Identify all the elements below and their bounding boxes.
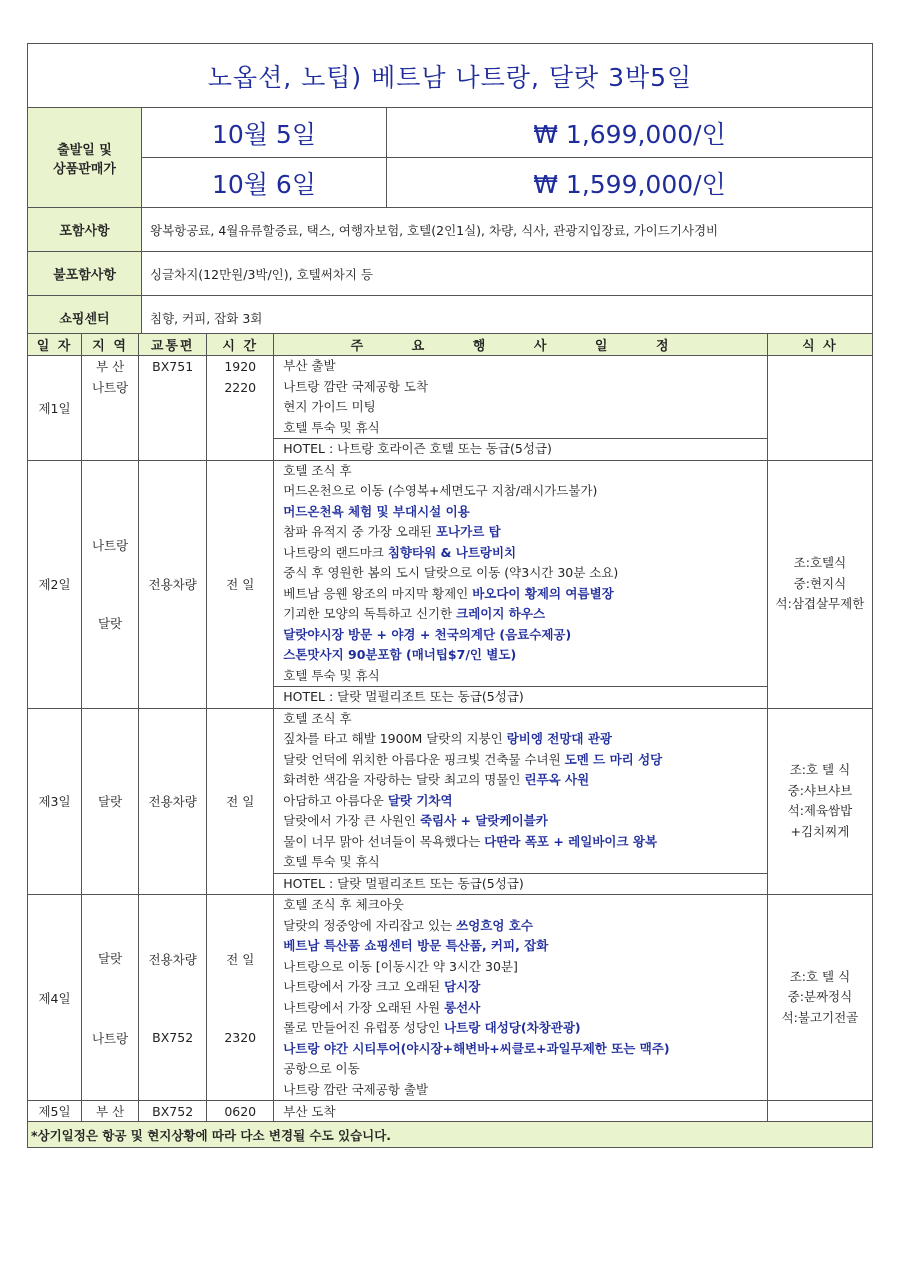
day-region (82, 460, 139, 708)
departure-label-line2: 상품판매가 (53, 161, 116, 177)
day-region: 부 산 (82, 1101, 139, 1122)
region-text: 달랏 (98, 950, 123, 966)
activity-line: 호텔 조식 후 (283, 462, 352, 478)
activity-highlight: 침향타워 & 나트랑비치 (387, 544, 517, 560)
meal-breakfast: 조:호텔식 (793, 555, 847, 571)
meal-dinner: 석:제육쌈밥 (787, 803, 853, 819)
transport-text: BX751 (152, 359, 194, 374)
activity-line: 나트랑 야간 시티투어(야시장+해변바+씨클로+과일무제한 또는 맥주) (283, 1040, 670, 1056)
time-text: 1920 (224, 359, 257, 374)
day-transport: 전용차량 (139, 708, 207, 895)
activity-line: 호텔 투숙 및 휴식 (283, 419, 380, 435)
day-transport (139, 356, 207, 461)
activity-highlight: 랑비엥 전망대 관광 (506, 731, 613, 746)
meal-lunch: 중:분짜정식 (787, 989, 853, 1005)
header-transport: 교통편 (139, 334, 207, 356)
activity-text: 기괴한 모양의 독특하고 신기한 (283, 606, 457, 621)
activity-line: 나트랑 깜란 국제공항 출발 (283, 1081, 429, 1097)
day-meal (767, 895, 872, 1101)
day-region: 달랏 (82, 708, 139, 895)
region-text: 달랏 (98, 616, 123, 631)
day-label: 제2일 (28, 460, 82, 708)
activity-line: 부산 도착 (274, 1101, 768, 1122)
activity-line: 부산 출발 (283, 358, 336, 373)
hotel-line: HOTEL : 달랏 멀펄리조트 또는 동급(5성급) (274, 686, 767, 708)
day-activities (274, 895, 768, 1101)
day-meal (767, 708, 872, 895)
activity-text: 달랏 언덕에 위치한 아름다운 핑크빛 건축물 수녀원 (283, 751, 565, 767)
day-region (82, 895, 139, 1101)
activity-highlight: 린푸옥 사원 (524, 772, 590, 787)
day-activities (274, 460, 768, 708)
region-text: 나트랑 (91, 538, 129, 553)
included-label: 포함사항 (28, 208, 142, 252)
activity-highlight: 포나가르 탑 (435, 524, 501, 539)
activity-line (274, 750, 767, 771)
departure-label-line1: 출발일 및 (57, 142, 112, 158)
day-row (28, 708, 873, 895)
region-text: 부 산 (96, 359, 125, 374)
day-time (207, 356, 274, 461)
day-time: 전 일 (207, 708, 274, 895)
activity-line: 스톤맛사지 90분포함 (매너팁$7/인 별도) (283, 647, 517, 662)
departure-date-2: 10월 6일 (142, 158, 387, 208)
activity-highlight: 쓰엉흐엉 호수 (456, 917, 533, 933)
day-row (28, 460, 873, 708)
activity-line: 달랏야시장 방문 + 야경 + 천국의계단 (음료수제공) (283, 626, 572, 642)
activity-line: 호텔 조식 후 체크아웃 (283, 897, 404, 912)
day-time: 0620 (207, 1101, 274, 1122)
activity-highlight: 죽림사 + 달랏케이블카 (419, 813, 548, 828)
activity-text: 달랏의 정중앙에 자리잡고 있는 (283, 917, 457, 933)
header-time: 시 간 (207, 334, 274, 356)
activity-line: 머드온천으로 이동 (수영복+세면도구 지참/래시가드불가) (283, 483, 598, 498)
activity-line (274, 977, 767, 998)
activity-line: 나트랑 깜란 국제공항 도착 (283, 378, 429, 394)
departure-date-1: 10월 5일 (142, 108, 387, 158)
header-region: 지 역 (82, 334, 139, 356)
activity-line (274, 832, 767, 853)
activity-line (274, 1018, 767, 1039)
day-label: 제4일 (28, 895, 82, 1101)
activity-highlight: 크레이지 하우스 (456, 606, 546, 621)
departure-label (28, 108, 142, 208)
header-schedule: 주 요 행 사 일 정 (274, 334, 768, 356)
activity-highlight: 바오다이 황제의 여름별장 (472, 585, 614, 601)
meal-lunch: 중:샤브샤브 (787, 782, 853, 798)
activity-line: 호텔 투숙 및 휴식 (283, 667, 380, 683)
day-meal (767, 460, 872, 708)
activity-line (274, 729, 767, 750)
day-transport: BX752 (139, 1101, 207, 1122)
activity-line (274, 522, 767, 543)
activity-line: 호텔 조식 후 (283, 710, 352, 726)
activity-highlight: 달랏 기차역 (387, 792, 453, 808)
meal-lunch: 중:현지식 (793, 575, 847, 591)
day-row (28, 1101, 873, 1122)
transport-text: 전용차량 (148, 952, 197, 967)
excluded-label: 불포함사항 (28, 252, 142, 296)
meal-dinner-extra: +김치찌게 (790, 823, 850, 839)
time-text: 2320 (224, 1030, 257, 1045)
activity-line (274, 604, 767, 625)
activity-text: 물이 너무 맑아 선녀들이 목욕했다는 (283, 833, 485, 849)
itinerary-table (27, 333, 873, 1148)
activity-highlight: 다딴라 폭포 + 레일바이크 왕복 (484, 833, 658, 849)
day-time: 전 일 (207, 460, 274, 708)
activity-text: 나트랑에서 가장 오래된 사원 (283, 999, 445, 1015)
activity-line (274, 916, 767, 937)
activity-line (274, 543, 767, 564)
day-label: 제3일 (28, 708, 82, 895)
meal-dinner: 석:삼겹살무제한 (775, 596, 865, 612)
time-text: 2220 (224, 379, 257, 395)
departure-price-1: ₩ 1,699,000/인 (387, 108, 873, 158)
day-transport (139, 895, 207, 1101)
activity-highlight: 나트랑 대성당(차창관광) (444, 1020, 581, 1035)
hotel-line: HOTEL : 달랏 멀펄리조트 또는 동급(5성급) (274, 873, 767, 895)
activity-line (274, 770, 767, 791)
included-text: 왕복항공료, 4월유류할증료, 택스, 여행자보험, 호텔(2인1실), 차량, 식사, 관광지입장료, 가이드기사경비 (142, 208, 873, 252)
footnote: *상기일정은 항공 및 현지상황에 따라 다소 변경될 수도 있습니다. (28, 1122, 873, 1148)
activity-line: 현지 가이드 미팅 (283, 399, 376, 414)
activity-line (274, 791, 767, 812)
day-activities (274, 356, 768, 461)
activity-highlight: 담시장 (444, 979, 481, 994)
header-meal: 식 사 (767, 334, 872, 356)
activity-highlight: 롱선사 (444, 999, 481, 1015)
day-label: 제1일 (28, 356, 82, 461)
day-meal (767, 1101, 872, 1122)
day-region (82, 356, 139, 461)
header-day: 일 자 (28, 334, 82, 356)
day-time (207, 895, 274, 1101)
activity-highlight: 도멘 드 마리 성당 (564, 751, 663, 767)
region-text: 나트랑 (91, 379, 129, 395)
day-row (28, 895, 873, 1101)
region-text: 나트랑 (91, 1030, 129, 1046)
shopping-label: 쇼핑센터 (28, 296, 142, 340)
activity-line (274, 998, 767, 1019)
activity-line (274, 584, 767, 605)
activity-text: 나트랑의 랜드마크 (283, 544, 388, 560)
activity-text: 베트남 응웬 왕조의 마지막 황제인 (283, 585, 473, 601)
departure-price-2: ₩ 1,599,000/인 (387, 158, 873, 208)
shopping-text: 침향, 커피, 잡화 3회 (142, 296, 873, 340)
excluded-text: 싱글차지(12만원/3박/인), 호텔써차지 등 (142, 252, 873, 296)
activity-text: 화려한 색감을 자랑하는 달랏 최고의 명물인 (283, 772, 525, 787)
activity-text: 짚차를 타고 해발 1900M 달랏의 지붕인 (283, 731, 507, 746)
meal-breakfast: 조:호 텔 식 (789, 762, 851, 778)
activity-text: 참파 유적지 중 가장 오래된 (283, 524, 436, 539)
meal-dinner: 석:불고기전골 (781, 1009, 859, 1025)
activity-text: 나트랑에서 가장 크고 오래된 (283, 979, 445, 994)
product-summary-table (27, 43, 873, 340)
activity-line: 호텔 투숙 및 휴식 (283, 854, 380, 869)
activity-line: 나트랑으로 이동 [이동시간 약 3시간 30분] (283, 958, 518, 974)
day-activities (274, 708, 768, 895)
page-title: 노옵션, 노팁) 베트남 나트랑, 달랏 3박5일 (28, 44, 873, 108)
activity-text: 롤로 만들어진 유럽풍 성당인 (283, 1020, 445, 1035)
meal-breakfast: 조:호 텔 식 (789, 968, 851, 984)
activity-line: 머드온천욕 체험 및 부대시설 이용 (283, 503, 470, 519)
time-text: 전 일 (226, 952, 255, 967)
itinerary-header-row (28, 334, 873, 356)
day-row (28, 356, 873, 461)
day-transport: 전용차량 (139, 460, 207, 708)
activity-line: 공항으로 이동 (283, 1061, 360, 1076)
transport-text: BX752 (152, 1030, 194, 1045)
day-label: 제5일 (28, 1101, 82, 1122)
activity-line (274, 811, 767, 832)
activity-text: 아담하고 아름다운 (283, 792, 388, 808)
activity-text: 달랏에서 가장 큰 사원인 (283, 813, 420, 828)
activity-line: 베트남 특산품 쇼핑센터 방문 특산품, 커피, 잡화 (283, 938, 549, 953)
hotel-line: HOTEL : 나트랑 호라이즌 호텔 또는 동급(5성급) (274, 438, 767, 460)
day-meal (767, 356, 872, 461)
activity-line: 중식 후 영원한 봄의 도시 달랏으로 이동 (약3시간 30분 소요) (283, 565, 619, 580)
